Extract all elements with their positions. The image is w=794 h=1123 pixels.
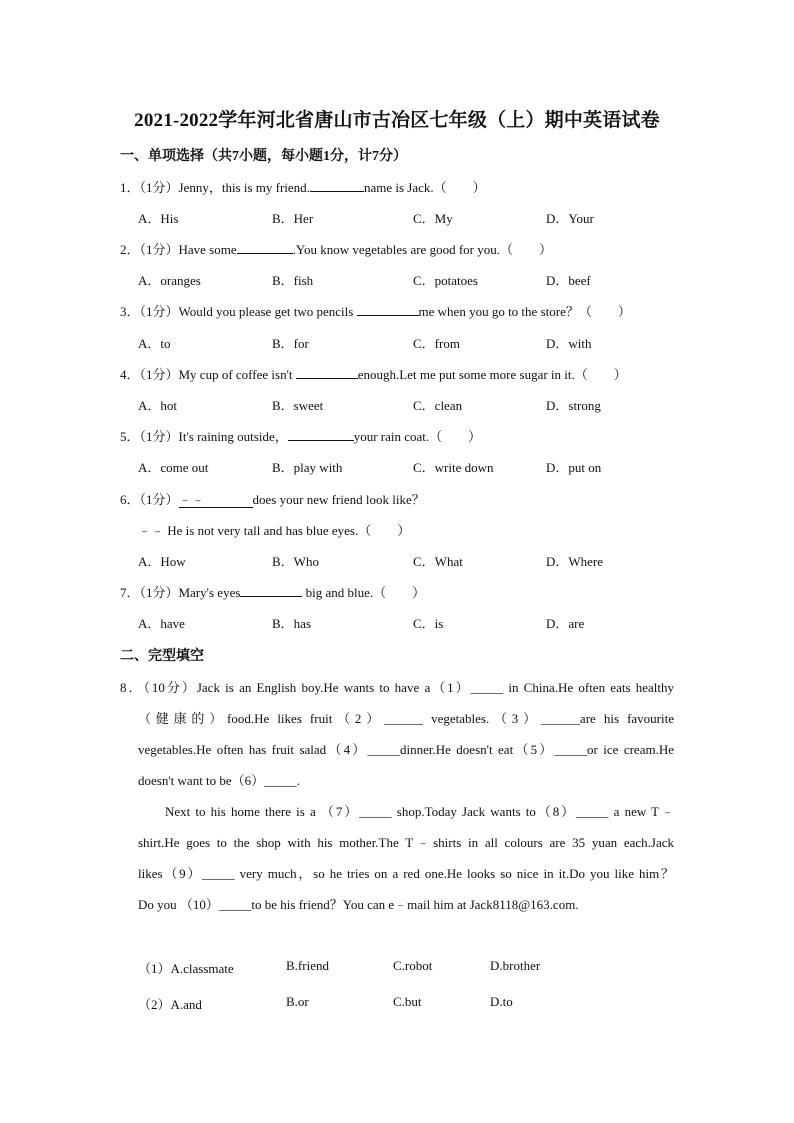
answer-blank [237, 241, 293, 254]
question-5: 5．（1分）It's raining outside， your rain coat.（ ） [120, 429, 482, 444]
option-a: A．have [138, 616, 185, 631]
passage-line: doesn't want to be（6）_____. [138, 773, 300, 788]
passage-line: 8．（10分）Jack is an English boy.He wants to have a（1）_____ in China.He often eats healthy [120, 680, 674, 695]
passage-line: vegetables.He often has fruit salad（4）_____dinner.He doesn't eat（5）_____or ice cream.He [138, 742, 674, 757]
option-a: A．to [138, 336, 171, 351]
passage-line: shirt.He goes to the shop with his mother.The T﹣shirts in all colours are 35 yuan each.Jack [138, 835, 674, 850]
option-b: B．Her [272, 211, 314, 226]
question-4: 4．（1分）My cup of coffee isn't enough.Let me put some more sugar in it.（ ） [120, 367, 627, 382]
choice-1-a: （1）A.classmate [138, 961, 234, 976]
question-7: 7．（1分）Mary's eyes big and blue.（ ） [120, 585, 426, 600]
option-c: C．My [413, 211, 453, 226]
option-a: A．His [138, 211, 179, 226]
option-b: B．play with [272, 460, 343, 475]
option-d: D．Your [546, 211, 594, 226]
choice-1-b: B.friend [286, 958, 329, 973]
section-heading-single-choice: 一、单项选择（共7小题，每小题1分，计7分） [120, 149, 407, 164]
option-b: B．sweet [272, 398, 324, 413]
option-d: D．are [546, 616, 585, 631]
option-a: A．oranges [138, 273, 201, 288]
option-b: B．Who [272, 554, 319, 569]
option-d: D．put on [546, 460, 602, 475]
answer-blank [296, 366, 358, 379]
choice-2-d: D.to [490, 994, 513, 1009]
passage-line: likes（9）_____ very much，so he tries on a red one.He looks so nice in it.Do you like him？ [138, 866, 674, 881]
option-c: C．write down [413, 460, 494, 475]
page-title: 2021-2022学年河北省唐山市古冶区七年级（上）期中英语试卷 [134, 110, 660, 131]
option-d: D．strong [546, 398, 601, 413]
option-d: D．with [546, 336, 592, 351]
option-a: A．How [138, 554, 186, 569]
option-a: A．come out [138, 460, 209, 475]
option-b: B．fish [272, 273, 314, 288]
option-a: A．hot [138, 398, 178, 413]
choice-2-a: （2）A.and [138, 997, 202, 1012]
choice-2-b: B.or [286, 994, 309, 1009]
option-d: D．beef [546, 273, 591, 288]
option-c: C．clean [413, 398, 463, 413]
answer-blank [357, 303, 419, 316]
passage-line: （健康的）food.He likes fruit（2）______ vegetables.（3）______are his favourite [138, 711, 674, 726]
passage-line: Do you （10）_____to be his friend？You can e﹣mail him at Jack8118@163.com. [138, 897, 579, 912]
option-c: C．from [413, 336, 460, 351]
section-heading-cloze: 二、完型填空 [120, 649, 204, 664]
question-2: 2．（1分）Have some .You know vegetables are good for you.（ ） [120, 242, 552, 257]
question-1: 1．（1分）Jenny，this is my friend. name is Jack.（ ） [120, 180, 486, 195]
option-b: B．for [272, 336, 309, 351]
answer-blank [310, 179, 364, 192]
option-b: B．has [272, 616, 312, 631]
answer-blank: ﹣﹣ [179, 492, 253, 508]
choice-2-c: C.but [393, 994, 422, 1009]
option-c: C．What [413, 554, 463, 569]
choice-1-c: C.robot [393, 958, 433, 973]
option-c: C．is [413, 616, 444, 631]
passage-line: Next to his home there is a （7）_____ shop.Today Jack wants to（8）_____ a new T﹣ [165, 804, 674, 819]
question-3: 3．（1分）Would you please get two pencils me when you go to the store？（ ） [120, 304, 631, 319]
option-d: D．Where [546, 554, 604, 569]
question-6-reply: ﹣﹣ He is not very tall and has blue eyes.（ ） [138, 523, 411, 538]
choice-1-d: D.brother [490, 958, 541, 973]
question-6: 6．（1分）﹣﹣ does your new friend look like？ [120, 492, 425, 507]
option-c: C．potatoes [413, 273, 478, 288]
answer-blank [240, 584, 302, 597]
answer-blank [288, 428, 354, 441]
